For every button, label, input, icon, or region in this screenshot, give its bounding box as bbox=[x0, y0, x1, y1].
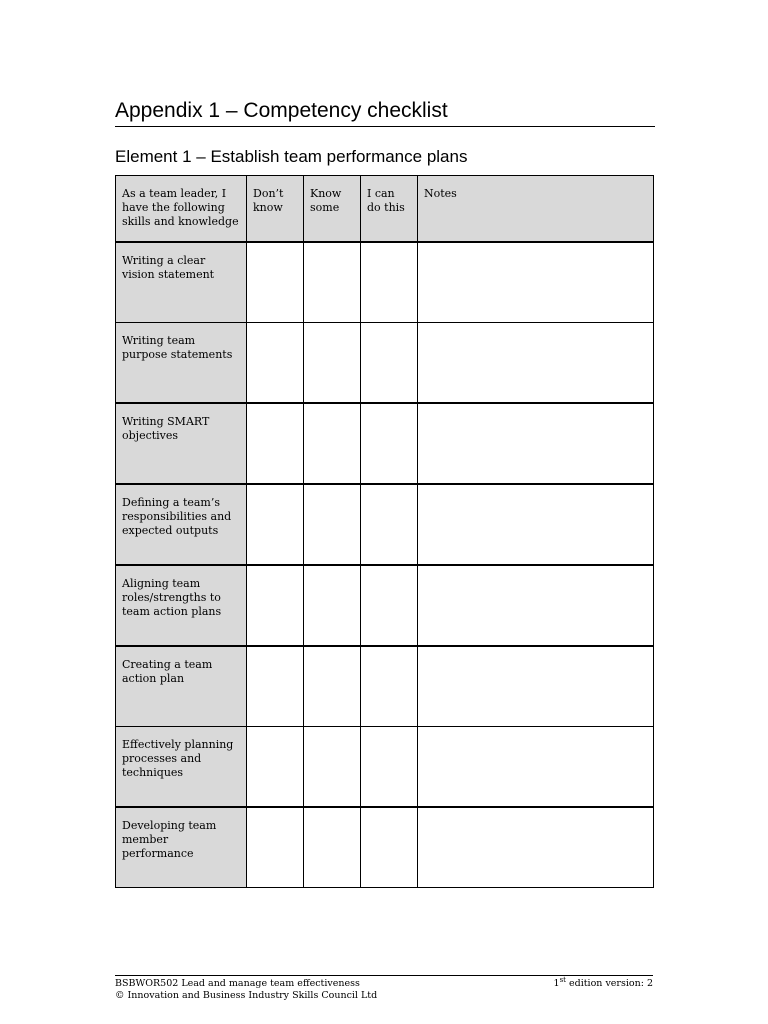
table-row bbox=[116, 646, 654, 727]
notes-cell[interactable] bbox=[418, 727, 654, 808]
header-can-do: I can do this bbox=[361, 176, 418, 243]
can-do-cell[interactable] bbox=[361, 484, 418, 565]
header-know-some: Know some bbox=[304, 176, 361, 243]
table-row bbox=[116, 242, 654, 323]
skill-cell: Aligning team roles/strengths to team action plans bbox=[116, 565, 247, 646]
footer-edition-suffix: st bbox=[559, 975, 566, 984]
dont-know-cell[interactable] bbox=[247, 323, 304, 404]
footer-course: BSBWOR502 Lead and manage team effectiveness bbox=[115, 978, 360, 989]
dont-know-cell[interactable] bbox=[247, 807, 304, 888]
notes-cell[interactable] bbox=[418, 484, 654, 565]
notes-cell[interactable] bbox=[418, 323, 654, 404]
skill-cell: Writing a clear vision statement bbox=[116, 242, 247, 323]
know-some-cell[interactable] bbox=[304, 242, 361, 323]
header-notes: Notes bbox=[418, 176, 654, 243]
page-title: Appendix 1 – Competency checklist bbox=[115, 98, 655, 127]
table-header-row bbox=[116, 176, 654, 243]
know-some-cell[interactable] bbox=[304, 727, 361, 808]
footer-edition-rest: edition version: 2 bbox=[565, 978, 653, 989]
know-some-cell[interactable] bbox=[304, 565, 361, 646]
dont-know-cell[interactable] bbox=[247, 242, 304, 323]
notes-cell[interactable] bbox=[418, 807, 654, 888]
notes-cell[interactable] bbox=[418, 403, 654, 484]
can-do-cell[interactable] bbox=[361, 242, 418, 323]
can-do-cell[interactable] bbox=[361, 646, 418, 727]
dont-know-cell[interactable] bbox=[247, 646, 304, 727]
footer-edition bbox=[553, 975, 653, 990]
table-row bbox=[116, 484, 654, 565]
know-some-cell[interactable] bbox=[304, 403, 361, 484]
know-some-cell[interactable] bbox=[304, 323, 361, 404]
know-some-cell[interactable] bbox=[304, 484, 361, 565]
footer-edition-ordinal: 1 bbox=[553, 978, 560, 989]
table-row bbox=[116, 565, 654, 646]
can-do-cell[interactable] bbox=[361, 727, 418, 808]
page-footer bbox=[115, 975, 653, 1002]
skill-cell: Writing team purpose statements bbox=[116, 323, 247, 404]
table-row bbox=[116, 323, 654, 404]
notes-cell[interactable] bbox=[418, 242, 654, 323]
table-row bbox=[116, 403, 654, 484]
dont-know-cell[interactable] bbox=[247, 484, 304, 565]
skill-cell: Defining a team’s responsibilities and expected outputs bbox=[116, 484, 247, 565]
know-some-cell[interactable] bbox=[304, 646, 361, 727]
skill-cell: Writing SMART objectives bbox=[116, 403, 247, 484]
can-do-cell[interactable] bbox=[361, 807, 418, 888]
skill-cell: Developing team member performance bbox=[116, 807, 247, 888]
dont-know-cell[interactable] bbox=[247, 727, 304, 808]
skill-cell: Effectively planning processes and techniques bbox=[116, 727, 247, 808]
competency-checklist-table bbox=[115, 175, 654, 888]
table-row bbox=[116, 807, 654, 888]
header-dont-know: Don’t know bbox=[247, 176, 304, 243]
can-do-cell[interactable] bbox=[361, 565, 418, 646]
section-title: Element 1 – Establish team performance plans bbox=[115, 147, 468, 166]
table-row bbox=[116, 727, 654, 808]
footer-copyright: © Innovation and Business Industry Skills Council Ltd bbox=[115, 990, 378, 1001]
dont-know-cell[interactable] bbox=[247, 403, 304, 484]
notes-cell[interactable] bbox=[418, 565, 654, 646]
notes-cell[interactable] bbox=[418, 646, 654, 727]
dont-know-cell[interactable] bbox=[247, 565, 304, 646]
skill-cell: Creating a team action plan bbox=[116, 646, 247, 727]
can-do-cell[interactable] bbox=[361, 403, 418, 484]
know-some-cell[interactable] bbox=[304, 807, 361, 888]
can-do-cell[interactable] bbox=[361, 323, 418, 404]
header-skill: As a team leader, I have the following skills and knowledge bbox=[116, 176, 247, 243]
